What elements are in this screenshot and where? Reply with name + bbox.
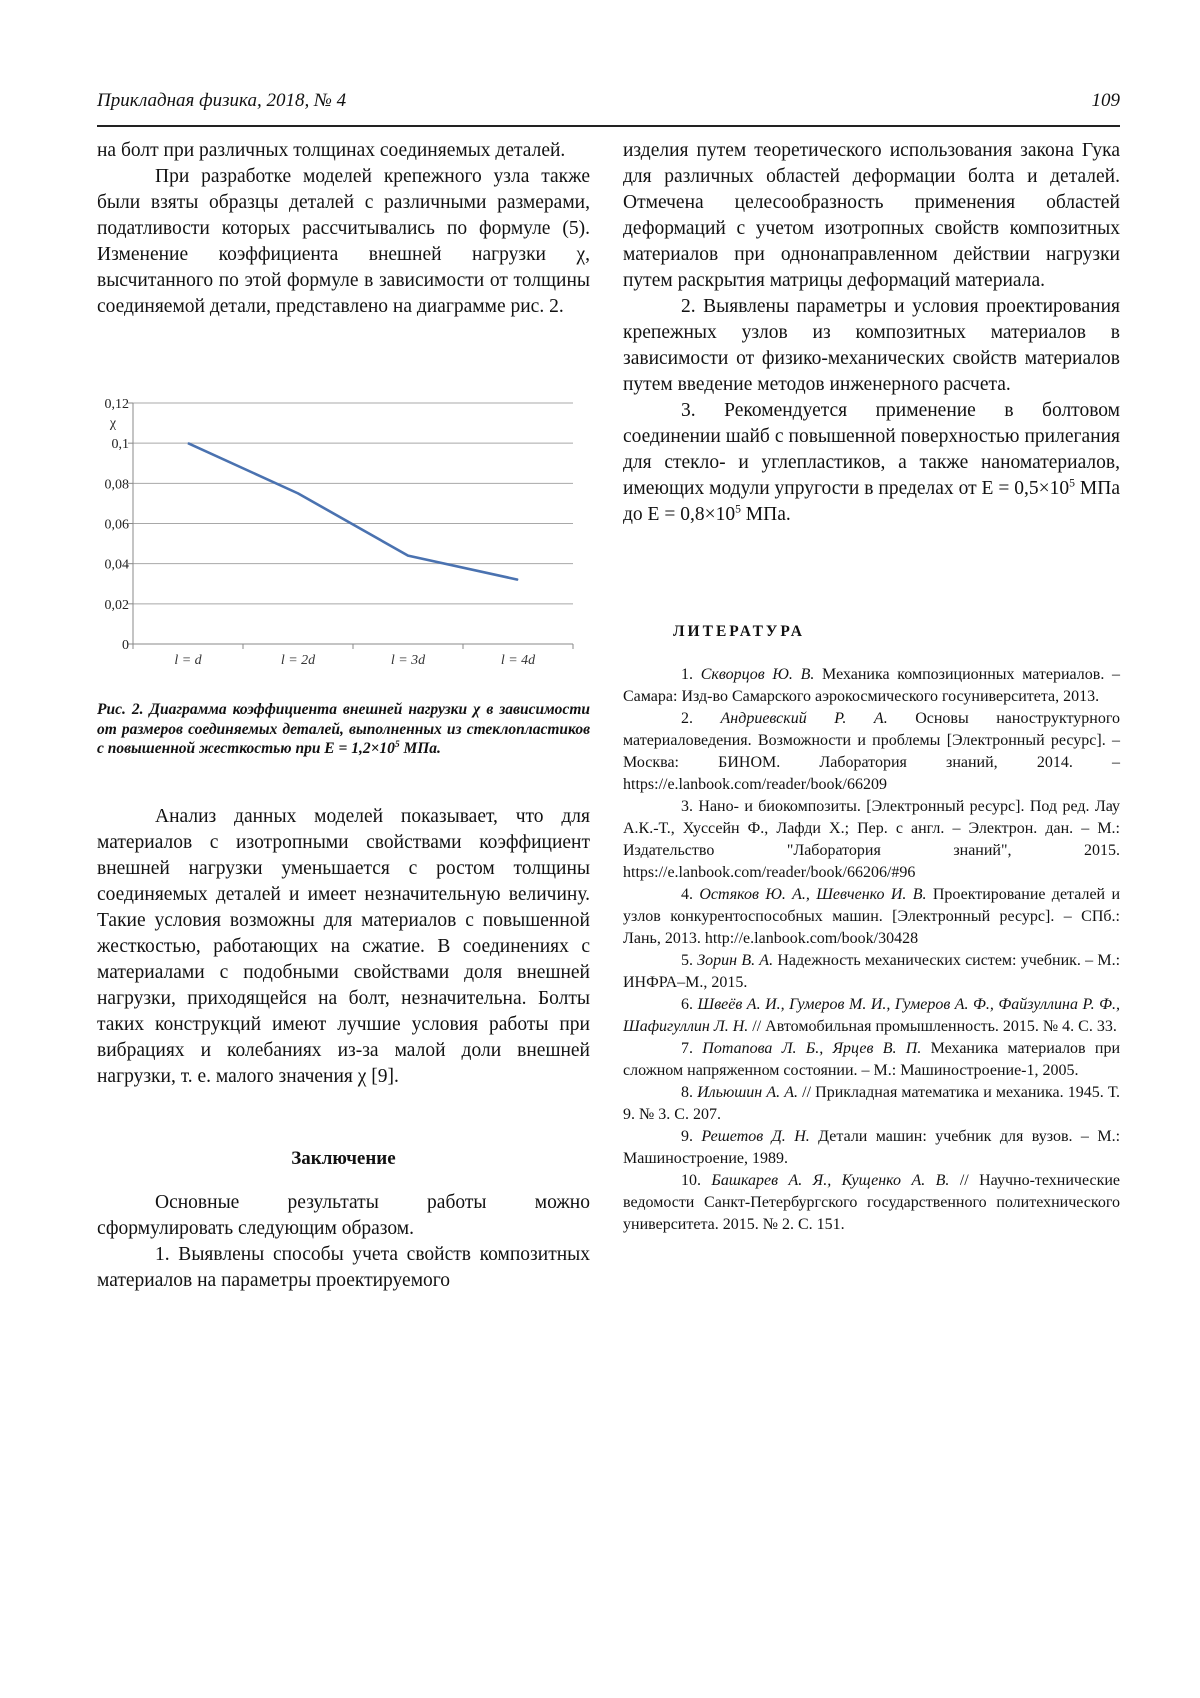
reference-number: 8. xyxy=(681,1084,697,1101)
y-axis-label: χ xyxy=(109,416,117,431)
y-tick-label: 0,12 xyxy=(105,397,130,412)
reference-item xyxy=(623,1126,1120,1170)
caption-exponent: 5 xyxy=(395,740,400,750)
data-point xyxy=(188,443,189,444)
caption-end: МПа. xyxy=(400,740,441,757)
y-tick-label: 0 xyxy=(122,638,129,653)
x-tick-label: l = d xyxy=(174,653,202,668)
y-tick-label: 0,06 xyxy=(105,518,130,533)
reference-number: 7. xyxy=(681,1040,702,1057)
reference-item xyxy=(623,664,1120,708)
reference-number: 1. xyxy=(681,666,701,683)
reference-authors: Башкарев А. Я., Кущенко А. В. xyxy=(711,1172,949,1189)
right-column-top xyxy=(623,138,1120,528)
paragraph: изделия путем теоретического использования закона Гука для различных областей деформации болта и деталей. Отмечена целесообразность применения областей деформаций с учетом изотропных свойств композитных материалов при одно­направленном действии нагрузки путем раскрытия матрицы деформаций материала. xyxy=(623,138,1120,294)
exponent: 5 xyxy=(1069,477,1075,490)
paragraph: 1. Выявлены способы учета свойств композитных материалов на параметры проектируемого xyxy=(97,1242,590,1294)
reference-text: Механика материалов при сложном напряженном состоянии. – М.: Машиностроение-1, 2005. xyxy=(623,1040,1120,1079)
exponent: 5 xyxy=(735,503,741,516)
reference-text: Надежность механических систем: учебник. – М.: ИНФРА–М., 2015. xyxy=(623,952,1120,991)
figure-caption xyxy=(97,700,590,759)
reference-text: // Научно-технические ведомости Санкт-Петербургского государственного политехнического университета. 2015. № 2. С. 151. xyxy=(623,1172,1120,1233)
y-tick-label: 0,04 xyxy=(105,558,130,573)
references-list xyxy=(623,664,1120,1236)
x-tick-label: l = 3d xyxy=(391,653,426,668)
reference-number: 9. xyxy=(681,1128,701,1145)
reference-text: // Автомобильная промышленность. 2015. № 4. С. 33. xyxy=(748,1018,1117,1035)
reference-number: 6. xyxy=(681,996,698,1013)
paragraph xyxy=(623,398,1120,528)
reference-number: 5. xyxy=(681,952,697,969)
reference-number: 4. xyxy=(681,886,699,903)
reference-authors: Андриевский Р. А. xyxy=(721,710,888,727)
paragraph: При разработке моделей крепежного узла также были взяты образцы деталей с различными размерами, податливости которых рассчитывались по формуле (5). Изменение коэффициента внешней нагрузки χ, высчитанного по этой формуле в зависимости от толщины соединяемой детали, представлено на диаграмме рис. 2. xyxy=(97,164,590,320)
reference-authors: Швеёв А. И., Гумеров М. И., Гумеров А. Ф., Файзуллина Р. Ф., Шафигуллин Л. Н. xyxy=(623,996,1120,1035)
reference-item xyxy=(623,796,1120,884)
left-column-analysis xyxy=(97,804,590,1090)
reference-number: 2. xyxy=(681,710,721,727)
reference-text: Основы наноструктурного материаловедения. Возможности и проблемы [Электронный ресурс]. – Москва: БИНОМ. Лаборатория знаний, 2014. – https://e.lanbook.com/reader/book/66209 xyxy=(623,710,1120,793)
data-point xyxy=(298,493,299,494)
left-column-conclusion xyxy=(97,1190,590,1294)
paragraph: на болт при различных толщинах соединяемых деталей. xyxy=(97,138,590,164)
data-point xyxy=(518,579,519,580)
reference-item xyxy=(623,994,1120,1038)
reference-authors: Скворцов Ю. В. xyxy=(701,666,815,683)
text: МПа до E = 0,8×10 xyxy=(623,478,1120,525)
y-tick-label: 0,08 xyxy=(105,477,130,492)
reference-item xyxy=(623,1082,1120,1126)
reference-item xyxy=(623,1170,1120,1236)
text: МПа. xyxy=(741,504,791,525)
reference-text: Механика композиционных материалов. – Самара: Изд-во Самарского аэрокосмического госуниверситета, 2013. xyxy=(623,666,1120,705)
reference-text: Нано- и биокомпозиты. [Электронный ресурс]. Под ред. Лау А.К.-Т., Хуссейн Ф., Лафди Х.; Пер. с англ. – Электрон. дан. – М.: Издательство "Лаборатория знаний", 2015. https://e.lanbook.com/reader/book/66206/#96 xyxy=(623,798,1120,881)
reference-number: 3. xyxy=(681,798,698,815)
data-point xyxy=(408,555,409,556)
conclusion-heading: Заключение xyxy=(97,1148,590,1170)
caption-text: Рис. 2. Диаграмма коэффициента внешней нагрузки χ в зависимости от размеров соединяемых деталей, выполненных из стеклопластиков с повышенной жесткостью при E = 1,2×10 xyxy=(97,701,590,757)
series-line xyxy=(188,443,518,580)
paragraph: Анализ данных моделей показывает, что для материалов с изотропными свойствами коэффициент внешней нагрузки уменьшается с ростом толщины соединяемых деталей и имеет незначительную величину. Такие условия возможны для материалов с повышенной жесткостью, работающих на сжатие. В соединениях с материалами с подобными свойствами доля внешней нагрузки, приходящейся на болт, незначительна. Болты таких конструкций имеют лучшие условия работы при вибрациях и колебаниях из-за малой доли внешней нагрузки, т. е. малого значения χ [9]. xyxy=(97,804,590,1090)
journal-title: Прикладная физика, 2018, № 4 xyxy=(97,90,346,112)
reference-authors: Ильюшин А. А. xyxy=(697,1084,798,1101)
references-heading: ЛИТЕРАТУРА xyxy=(673,623,805,641)
paragraph: Основные результаты работы можно сформулировать следующим образом. xyxy=(97,1190,590,1242)
y-tick-label: 0,02 xyxy=(105,598,130,613)
reference-item xyxy=(623,1038,1120,1082)
paragraph: 2. Выявлены параметры и условия проектирования крепежных узлов из композитных материалов в зависимости от физико-механических свойств материалов путем введение методов инженерного расчета. xyxy=(623,294,1120,398)
text: 3. Рекомендуется применение в болтовом соединении шайб с повышенной поверхностью прилегания для стекло- и углепластиков, а также наноматериалов, имеющих модули упругости в пределах от E = 0,5×10 xyxy=(623,400,1120,499)
reference-item xyxy=(623,950,1120,994)
reference-text: // Прикладная математика и механика. 1945. Т. 9. № 3. С. 207. xyxy=(623,1084,1120,1123)
x-tick-label: l = 2d xyxy=(281,653,316,668)
reference-number: 10. xyxy=(681,1172,711,1189)
reference-authors: Остяков Ю. А., Шевченко И. В. xyxy=(699,886,926,903)
reference-authors: Зорин В. А. xyxy=(697,952,773,969)
reference-text: Проектирование деталей и узлов конкурентоспособных машин. [Электронный ресурс]. – СПб.: Лань, 2013. http://e.lanbook.com/book/30428 xyxy=(623,886,1120,947)
reference-authors: Потапова Л. Б., Ярцев В. П. xyxy=(702,1040,921,1057)
reference-item xyxy=(623,884,1120,950)
x-tick-label: l = 4d xyxy=(501,653,536,668)
page-number: 109 xyxy=(1092,90,1121,112)
reference-text: Детали машин: учебник для вузов. – М.: Машиностроение, 1989. xyxy=(623,1128,1120,1167)
y-tick-label: 0,1 xyxy=(112,437,130,452)
reference-authors: Решетов Д. Н. xyxy=(701,1128,809,1145)
reference-item xyxy=(623,708,1120,796)
